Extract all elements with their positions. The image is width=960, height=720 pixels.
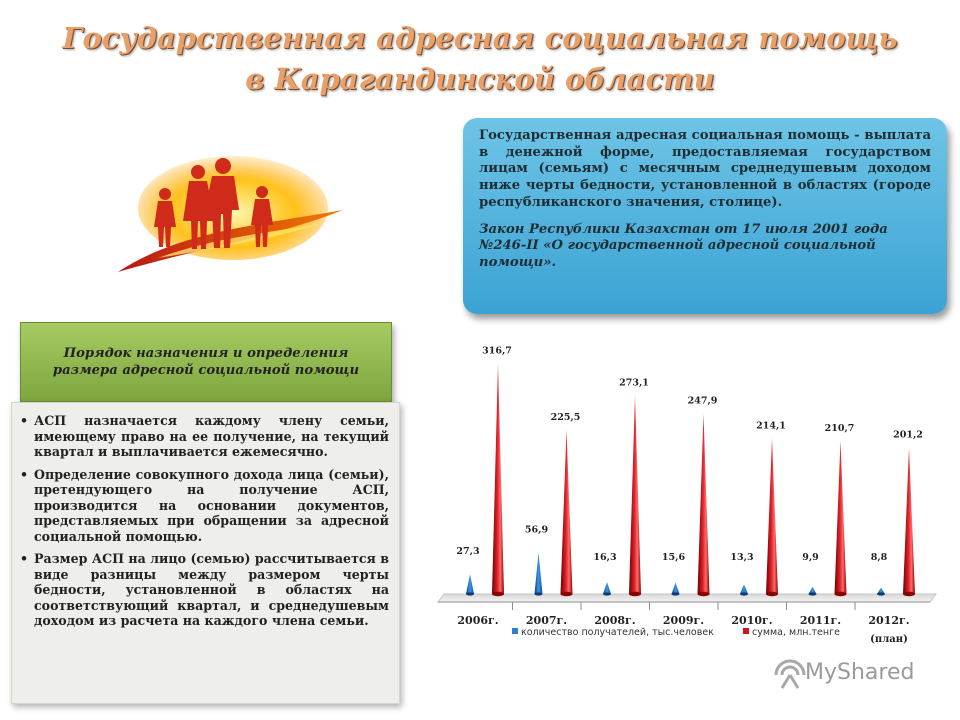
bar-amount-base (766, 592, 778, 596)
procedure-heading: Порядок назначения и определения размера адресной социальной помощи (52, 346, 360, 378)
bar-amount-base (835, 592, 847, 596)
data-label-amount: 316,7 (482, 345, 512, 357)
title-line-2: в Карагандинской области (245, 62, 715, 96)
bar-amount (835, 441, 847, 594)
law-reference: Закон Республики Казахстан от 17 июля 2001 года №246-II «О государственной адресной социальной помощи». (479, 221, 888, 270)
data-label-recipients: 16,3 (593, 552, 617, 563)
legend-swatch-amount (743, 628, 749, 634)
data-label-amount: 225,5 (550, 412, 581, 423)
x-tick-label: 2010г. (731, 614, 773, 627)
legend-label-amount: сумма, млн.тенге (752, 627, 840, 638)
bar-amount (766, 438, 778, 594)
bar-amount-base (561, 592, 573, 596)
data-label-recipients: 27,3 (456, 546, 480, 558)
data-label-recipients: 9,9 (802, 552, 819, 563)
data-label-recipients: 13,3 (730, 552, 754, 563)
bar-recipients-base (740, 592, 748, 595)
procedure-item: • АСП назначается каждому члену семьи, имеющему право на ее получение, на текущий квартал и выплачивается ежемесячно. (20, 413, 389, 460)
bar-recipients-base (466, 592, 474, 595)
bar-recipients (535, 553, 543, 594)
bar-recipients (672, 583, 680, 594)
bar-recipients (466, 574, 474, 594)
watermark-text: MyShared (805, 660, 915, 685)
definition-text: Государственная адресная социальная помощь - выплата в денежной форме, предоставляемая государством лицам (семьям) с месячным среднедушевым доходом ниже черты бедности, установленной в областях (городе республиканского значения, столице). (479, 128, 931, 210)
definition-box (463, 118, 947, 314)
data-label-amount: 214,1 (756, 420, 786, 432)
bar-amount (492, 364, 504, 594)
procedure-item: • Размер АСП на лицо (семью) рассчитывается в виде разницы между размером черты бедности, установленной в областях на соответствующий квартал, и среднедушевым доходом из расчета на каждого члена семьи. (20, 551, 389, 629)
legend-swatch-recipients (512, 628, 518, 634)
procedure-heading-box (20, 322, 392, 402)
procedure-rules-box (11, 402, 400, 704)
data-label-amount: 273,1 (619, 377, 649, 389)
procedure-list (20, 413, 389, 629)
x-tick-label: 2011г. (799, 614, 842, 627)
bar-recipients-base (535, 592, 543, 595)
bar-recipients (603, 582, 611, 594)
data-label-amount: 210,7 (824, 422, 855, 434)
aid-chart (430, 332, 950, 654)
x-tick-label: 2012г. (868, 614, 910, 627)
data-label-recipients: 56,9 (524, 524, 549, 536)
chart-floor (438, 594, 936, 602)
bar-amount (561, 430, 573, 594)
bar-amount-base (629, 592, 641, 596)
bar-amount-base (903, 592, 915, 596)
x-tick-sublabel: (план) (870, 634, 908, 645)
bar-amount-base (492, 592, 504, 596)
x-tick-label: 2006г. (457, 614, 499, 627)
procedure-item: • Определение совокупного дохода лица (семьи), претендующего на получение АСП, производится на основании документов, представляемых при обращении за адресной социальной помощью. (20, 467, 389, 545)
bar-amount (903, 448, 915, 594)
title-line-1: Государственная адресная социальная помощь (62, 21, 898, 55)
data-label-recipients: 15,6 (661, 552, 686, 563)
family-logo-image (118, 140, 348, 280)
bar-amount (629, 395, 641, 594)
legend-label-recipients: количество получателей, тыс.человек (521, 627, 714, 638)
data-label-amount: 201,2 (893, 429, 923, 441)
data-label-amount: 247,9 (687, 395, 718, 407)
page-title (40, 18, 920, 100)
x-tick-label: 2009г. (662, 614, 705, 627)
x-tick-label: 2007г. (525, 614, 568, 627)
x-tick-label: 2008г. (594, 614, 636, 627)
bar-amount (698, 414, 710, 594)
bar-recipients-base (672, 592, 680, 595)
data-label-recipients: 8,8 (870, 552, 888, 563)
bar-recipients-base (603, 592, 611, 595)
bar-amount-base (698, 592, 710, 596)
bar-recipients-base (877, 592, 885, 595)
bar-recipients-base (809, 592, 817, 595)
